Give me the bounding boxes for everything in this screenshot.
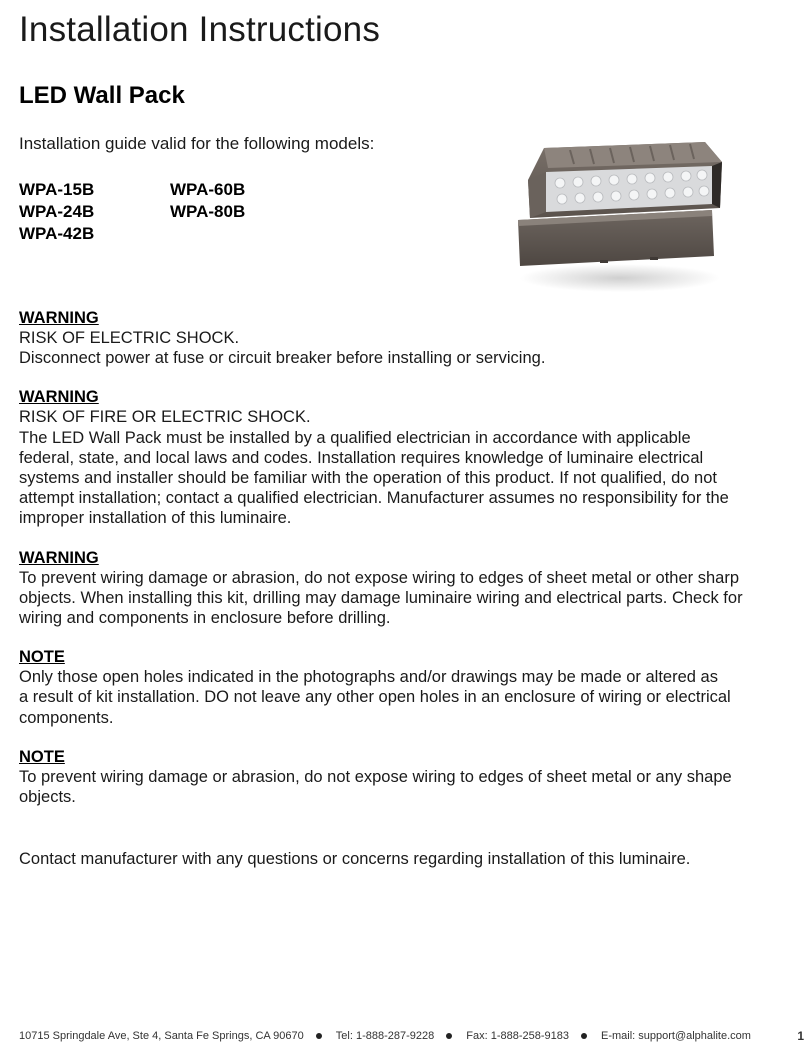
footer-tel: Tel: 1-888-287-9228 — [335, 1030, 435, 1042]
warning-section — [19, 548, 789, 629]
section-text: systems and installer should be familiar with the operation of this product. If not qualified, do not — [19, 469, 717, 488]
warning-section — [19, 308, 789, 368]
bullet-icon — [446, 1033, 452, 1039]
section-text: improper installation of this luminaire. — [19, 509, 292, 528]
section-heading: NOTE — [19, 747, 65, 766]
footer-fax: Fax: 1-888-258-9183 — [466, 1030, 569, 1042]
product-image — [500, 128, 730, 298]
contact-text: Contact manufacturer with any questions or concerns regarding installation of this luminaire. — [19, 850, 691, 868]
warning-section — [19, 387, 789, 528]
section-text: Only those open holes indicated in the photographs and/or drawings may be made or altered as — [19, 668, 718, 687]
section-heading: WARNING — [19, 388, 99, 407]
section-text: To prevent wiring damage or abrasion, do not expose wiring to edges of sheet metal or other sharp — [19, 568, 739, 587]
model-item: WPA-42B — [19, 224, 95, 243]
page-number: 1 — [797, 1029, 804, 1043]
section-text: RISK OF FIRE OR ELECTRIC SHOCK. — [19, 408, 311, 427]
safety-sections — [19, 308, 789, 826]
section-text: wiring and components in enclosure before drilling. — [19, 609, 391, 628]
section-heading: WARNING — [19, 309, 99, 327]
section-text: To prevent wiring damage or abrasion, do not expose wiring to edges of sheet metal or any shape — [19, 767, 732, 786]
section-text: objects. — [19, 788, 76, 807]
intro-text: Installation guide valid for the following models: — [19, 134, 375, 153]
model-item: WPA-60B — [170, 180, 246, 199]
footer-email: E-mail: support@alphalite.com — [600, 1030, 751, 1042]
model-item: WPA-24B — [19, 202, 95, 221]
model-item: WPA-15B — [19, 180, 95, 199]
section-text: a result of kit installation. DO not leave any other open holes in an enclosure of wiring or electrical — [19, 688, 731, 707]
wall-pack-illustration — [500, 128, 730, 298]
section-text: The LED Wall Pack must be installed by a qualified electrician in accordance with applicable — [19, 428, 691, 447]
note-section — [19, 647, 789, 728]
section-text: objects. When installing this kit, drilling may damage luminaire wiring and electrical parts. Check for — [19, 588, 743, 607]
page-title: Installation Instructions — [19, 10, 381, 49]
section-text: federal, state, and local laws and codes. Installation requires knowledge of luminaire electrical — [19, 448, 704, 467]
model-list — [19, 179, 339, 245]
section-heading: NOTE — [19, 648, 65, 667]
section-text: components. — [19, 708, 114, 727]
footer-address: 10715 Springdale Ave, Ste 4, Santa Fe Springs, CA 90670 — [19, 1030, 304, 1042]
section-heading: WARNING — [19, 548, 99, 567]
section-text: Disconnect power at fuse or circuit breaker before installing or servicing. — [19, 349, 546, 368]
product-title: LED Wall Pack — [19, 82, 185, 109]
section-text: attempt installation; contact a qualified electrician. Manufacturer assumes no responsibility for the — [19, 489, 729, 508]
note-section — [19, 747, 789, 807]
section-text: RISK OF ELECTRIC SHOCK. — [19, 329, 240, 347]
page-footer — [19, 1029, 804, 1043]
bullet-icon — [316, 1033, 322, 1039]
model-item: WPA-80B — [170, 202, 246, 221]
bullet-icon — [581, 1033, 587, 1039]
